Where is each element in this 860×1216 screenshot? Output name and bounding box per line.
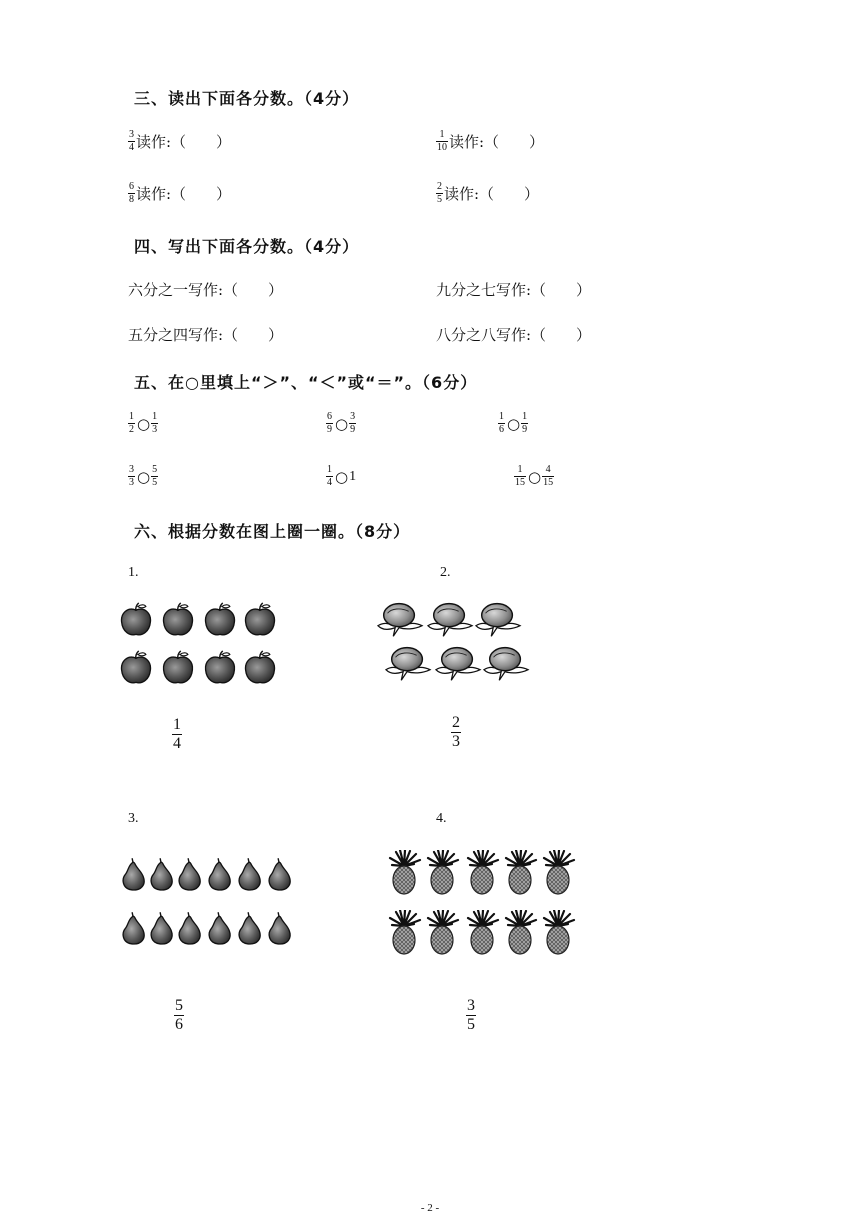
pear-icon xyxy=(269,858,290,890)
pear-icon xyxy=(179,858,200,890)
answer-circle[interactable]: ○ xyxy=(335,467,349,486)
problem-4-label: 4. xyxy=(436,811,447,826)
fraction: $\frac{1}{10}$ xyxy=(437,129,447,153)
pear-icon xyxy=(179,912,200,944)
fraction: $\frac{3}{4}$ xyxy=(129,129,134,153)
pear-icon xyxy=(239,858,260,890)
apple-icon xyxy=(206,603,235,635)
peach-icon xyxy=(386,648,430,681)
problem-2-label: 2. xyxy=(440,565,451,580)
pear-icon xyxy=(239,912,260,944)
apple-icon xyxy=(206,651,235,683)
apple-icon xyxy=(246,651,275,683)
problem-2-fraction: $\frac{2}{3}$ xyxy=(452,714,460,750)
write-item-2: 九分之七写作:（ ） xyxy=(436,281,592,299)
peach-icon xyxy=(436,648,480,681)
write-item-1: 六分之一写作:（ ） xyxy=(128,281,284,299)
pineapple-icon xyxy=(506,910,536,954)
problem-1-fraction: $\frac{1}{4}$ xyxy=(173,716,181,752)
compare-item-4: $\frac{3}{3}$ ○ $\frac{5}{5}$ xyxy=(129,464,158,488)
pineapple-group[interactable] xyxy=(384,848,584,960)
problem-3-fraction: $\frac{5}{6}$ xyxy=(175,997,183,1033)
apple-icon xyxy=(164,651,193,683)
answer-circle[interactable]: ○ xyxy=(335,414,349,433)
section6-title: 六、根据分数在图上圈一圈。（8分） xyxy=(134,522,411,541)
answer-circle[interactable]: ○ xyxy=(137,414,151,433)
apple-icon xyxy=(122,651,151,683)
apple-icon xyxy=(246,603,275,635)
problem-3-label: 3. xyxy=(128,811,139,826)
compare-item-3: $\frac{1}{6}$ ○ $\frac{1}{9}$ xyxy=(499,411,528,435)
peach-icon xyxy=(378,604,422,637)
pineapple-icon xyxy=(544,850,574,894)
apple-icon xyxy=(164,603,193,635)
pear-icon xyxy=(269,912,290,944)
pear-icon xyxy=(209,912,230,944)
pear-group[interactable] xyxy=(118,856,298,948)
pear-icon xyxy=(123,912,144,944)
section3-title: 三、读出下面各分数。（4分） xyxy=(134,89,360,108)
peach-icon xyxy=(476,604,520,637)
pear-icon xyxy=(209,858,230,890)
answer-circle[interactable]: ○ xyxy=(137,467,151,486)
compare-item-6: $\frac{1}{15}$ ○ $\frac{4}{15}$ xyxy=(515,464,554,488)
section5-title: 五、在○里填上“＞”、“＜”或“＝”。（6分） xyxy=(134,373,478,392)
read-item-1: $\frac{3}{4}$ 读作:（ ） xyxy=(129,129,232,153)
section4-title: 四、写出下面各分数。（4分） xyxy=(134,237,360,256)
pear-icon xyxy=(151,858,172,890)
page-number: - 2 - xyxy=(420,1202,440,1214)
peach-icon xyxy=(428,604,472,637)
pear-icon xyxy=(151,912,172,944)
pineapple-icon xyxy=(468,910,498,954)
pineapple-icon xyxy=(468,850,498,894)
pineapple-icon xyxy=(506,850,536,894)
pineapple-icon xyxy=(544,910,574,954)
answer-circle[interactable]: ○ xyxy=(528,467,542,486)
pear-icon xyxy=(123,858,144,890)
fraction: $\frac{2}{5}$ xyxy=(437,181,442,205)
answer-circle[interactable]: ○ xyxy=(507,414,521,433)
read-item-4: $\frac{2}{5}$ 读作:（ ） xyxy=(437,181,540,205)
peach-group[interactable] xyxy=(374,598,534,684)
apple-group[interactable] xyxy=(116,600,281,690)
read-item-3: $\frac{6}{8}$ 读作:（ ） xyxy=(129,181,232,205)
fraction: $\frac{6}{8}$ xyxy=(129,181,134,205)
peach-icon xyxy=(484,648,528,681)
pineapple-icon xyxy=(390,910,420,954)
compare-item-2: $\frac{6}{9}$ ○ $\frac{3}{9}$ xyxy=(327,411,356,435)
write-item-3: 五分之四写作:（ ） xyxy=(128,326,284,344)
problem-4-fraction: $\frac{3}{5}$ xyxy=(467,997,475,1033)
pineapple-icon xyxy=(390,850,420,894)
problem-1-label: 1. xyxy=(128,565,139,580)
apple-icon xyxy=(122,603,151,635)
compare-item-5: $\frac{1}{4}$ ○ 1 xyxy=(327,464,357,488)
compare-item-1: $\frac{1}{2}$ ○ $\frac{1}{3}$ xyxy=(129,411,158,435)
pineapple-icon xyxy=(428,910,458,954)
write-item-4: 八分之八写作:（ ） xyxy=(436,326,592,344)
pineapple-icon xyxy=(428,850,458,894)
read-item-2: $\frac{1}{10}$ 读作:（ ） xyxy=(437,129,545,153)
